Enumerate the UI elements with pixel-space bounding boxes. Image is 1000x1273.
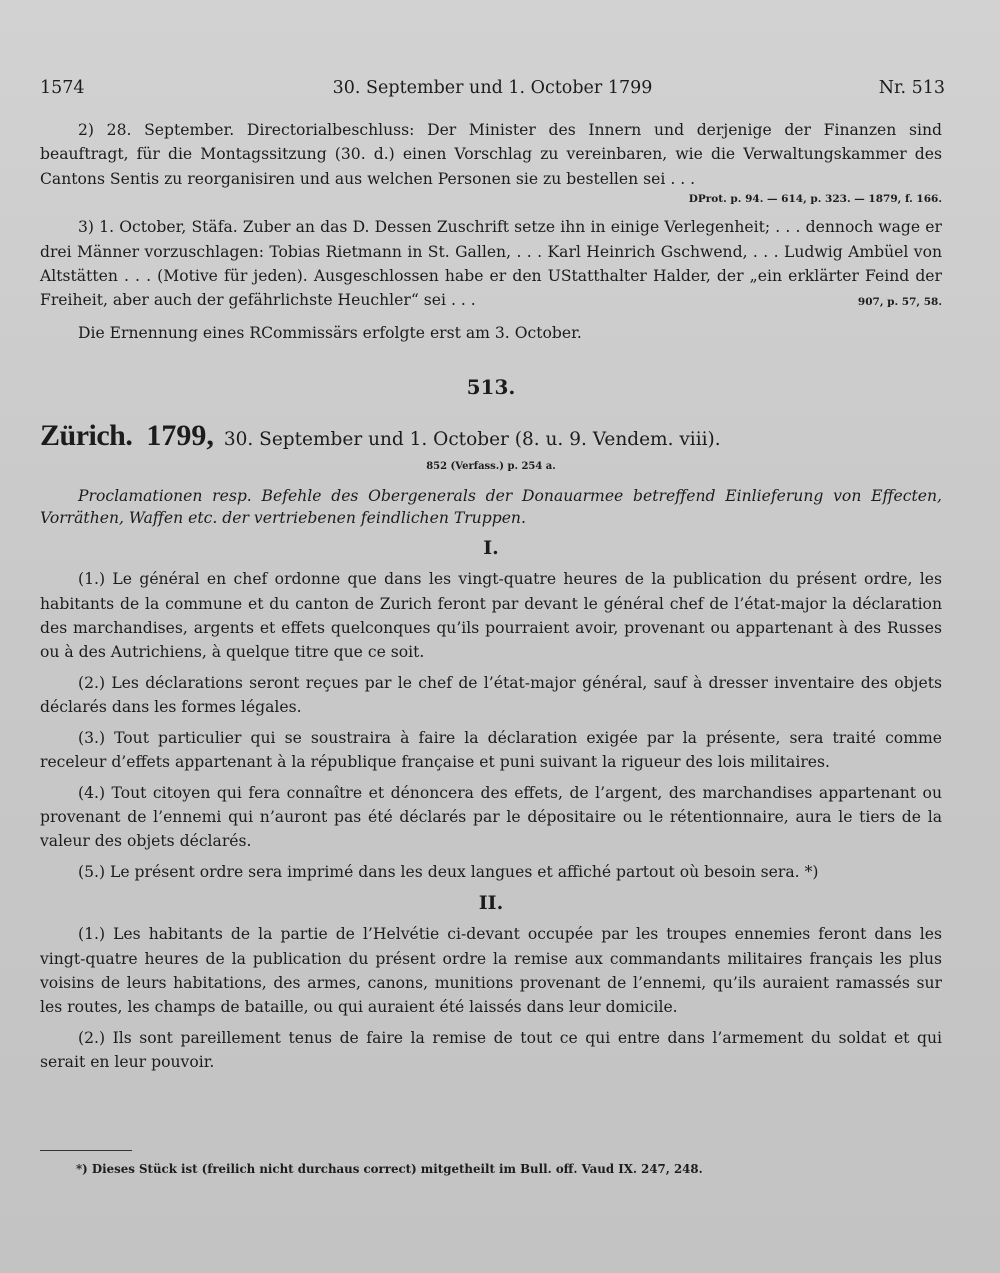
running-title: 30. September und 1. October 1799 (332, 78, 653, 98)
footnote: *) Dieses Stück ist (freilich nicht durchaus correct) mitgetheilt im Bull. off. Vaud IX. 247, 248. (76, 1162, 703, 1176)
document-heading (40, 419, 942, 457)
section-1-paragraph-2: (2.) Les déclarations seront reçues par le chef de l’état-major général, sauf à dresser inventaire des objets déclarés dans les formes légales. (40, 673, 942, 717)
section-2-paragraph-2: (2.) Ils sont pareillement tenus de faire la remise de tout ce qui entre dans l’armement du soldat et qui serait en leur pouvoir. (40, 1028, 942, 1072)
document-date: 30. September und 1. October (8. u. 9. Vendem. viii). (223, 429, 721, 451)
document-year: 1799, (146, 419, 214, 453)
document-place: Zürich. (40, 419, 133, 453)
section-1-paragraph-3: (3.) Tout particulier qui se soustraira à faire la déclaration exigée par la présente, sera traité comme receleur d’effets appartenant à la république française et puni suivant la rigueur des lois militaires. (40, 728, 942, 772)
document-source: 852 (Verfass.) p. 254 a. (426, 461, 556, 473)
prev-note: Die Ernennung eines RCommissärs erfolgte erst am 3. October. (78, 323, 582, 342)
section-1-paragraph-4: (4.) Tout citoyen qui fera connaître et dénoncera des effets, de l’argent, des marchandises appartenant ou provenant de l’ennemi qui n’auront pas été déclarés par le dépositaire ou le rétentionnaire, aura le tiers de la valeur des objets déclarés. (40, 783, 942, 851)
section-1-paragraph-1: (1.) Le général en chef ordonne que dans les vingt-quatre heures de la publication du présent ordre, les habitants de la commune et du canton de Zurich feront par devant le général chef de l’état-major la déclaration des marchandises, argents et effets quelconques qu’ils pourraient avoir, provenant ou appartenant à des Russes ou à des Autrichiens, à quelque titre que ce soit. (40, 570, 942, 662)
section-1-paragraph-5: (5.) Le présent ordre sera imprimé dans les deux langues et affiché partout où besoin sera. *) (78, 862, 819, 881)
section-2-paragraph-1: (1.) Les habitants de la partie de l’Helvétie ci-devant occupée par les troupes ennemies feront dans les vingt-quatre heures de la publication du présent ordre la remise aux commandants militaires français les plus voisins de leurs habitations, des armes, canons, munitions provenant de l’ennemi, qu’ils auraient ramassés sur les routes, les champs de bataille, ou qui auraient été laissés dans leur domicile. (40, 925, 942, 1017)
prev-item-2-reference: DProt. p. 94. — 614, p. 323. — 1879, f. 166. (688, 193, 942, 206)
prev-item-3 (40, 215, 942, 313)
page-header (40, 78, 945, 102)
section-2-heading: II. (478, 892, 504, 915)
page-number: 1574 (40, 78, 85, 98)
footnote-divider (40, 1150, 132, 1151)
document-number: 513. (466, 375, 516, 400)
section-1-heading: I. (483, 537, 499, 560)
prev-item-3-reference: 907, p. 57, 58. (857, 296, 942, 309)
document-number-header: Nr. 513 (878, 78, 945, 98)
prev-item-2: 2) 28. September. Directorialbeschluss: Der Minister des Innern und derjenige der Finanzen sind beauftragt, für die Montagssitzung (30. d.) einen Vorschlag zu vereinbaren, wie die Verwaltungskammer des Cantons Sentis zu reorganisiren und aus welchen Personen sie zu bestellen sei . . . (40, 121, 942, 188)
prev-item-3-text: 3) 1. October, Stäfa. Zuber an das D. Dessen Zuschrift setze ihn in einige Verlegenheit; . . . dennoch wage er drei Männer vorzuschlagen: Tobias Rietmann in St. Gallen, . . . Karl Heinrich Gschwend, . . . Ludwig Ambüel von Altstätten . . . (Motive für jeden). Ausgeschlossen habe er den UStatthalter Halder, der „ein erklärter Feind der Freiheit, aber auch der gefährlichste Heuchler“ sei . . . (40, 218, 942, 310)
page-body (40, 118, 942, 1081)
document-subtitle: Proclamationen resp. Befehle des Obergenerals der Donauarmee betreffend Einlieferung von Effecten, Vorräthen, Waffen etc. der vertriebenen feindlichen Truppen. (40, 487, 942, 528)
